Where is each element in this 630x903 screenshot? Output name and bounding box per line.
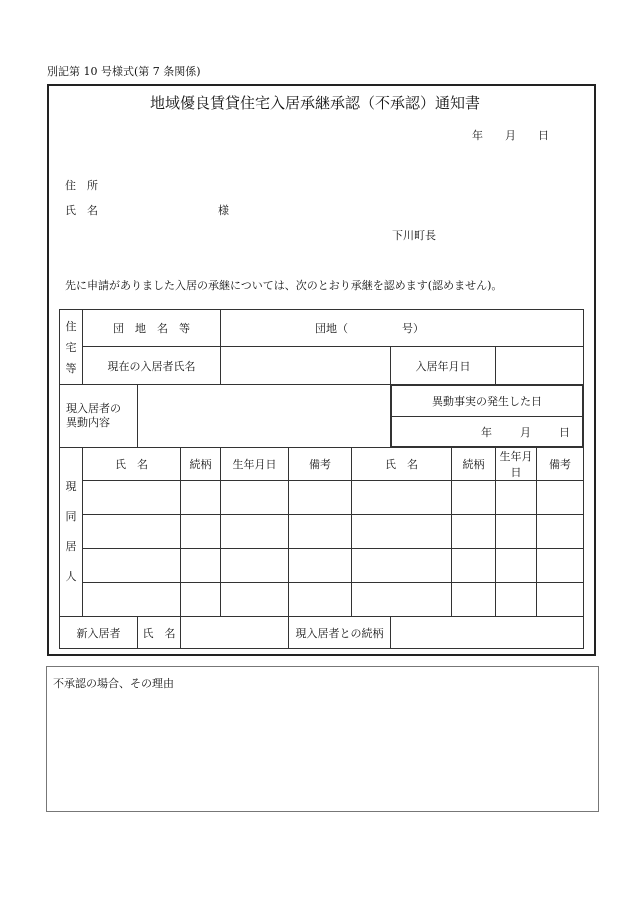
move-in-date-field[interactable] [496,347,584,385]
cohabitant-birthdate-field[interactable] [496,515,537,549]
document-title: 地域優良賃貸住宅入居承継承認（不承認）通知書 [149,94,480,112]
cohabitant-name-field[interactable] [352,481,452,515]
address-label: 住 所 [65,179,98,192]
cohabitant-notes-field[interactable] [537,515,584,549]
cohabitant-relation-field[interactable] [452,515,496,549]
current-resident-field[interactable] [221,347,391,385]
move-in-date-label: 入居年月日 [391,347,496,385]
cohabitant-notes-field[interactable] [537,549,584,583]
cohabitant-row [60,583,584,617]
header-note: 別記第 10 号様式(第 7 条関係) [47,65,201,78]
date-day-label: 日 [538,129,549,142]
col-notes-left: 備考 [289,448,352,481]
col-relation-right: 続柄 [452,448,496,481]
date-year-label: 年 [472,129,483,142]
cohabitant-relation-field[interactable] [181,549,221,583]
cohabitant-notes-field[interactable] [289,549,352,583]
complex-value-right: 号） [402,322,424,335]
issue-date [472,130,549,141]
change-date-cell [391,385,584,448]
cohabitant-birthdate-field[interactable] [221,549,289,583]
cohabitant-relation-field[interactable] [181,515,221,549]
cohabitant-birthdate-field[interactable] [221,583,289,617]
cohabitant-name-field[interactable] [352,515,452,549]
cohabitant-birthdate-field[interactable] [496,583,537,617]
complex-value-left: 団地（ [315,322,348,335]
relation-to-resident-field[interactable] [391,617,584,649]
cohabitants-side-label: 現 同 居 人 [60,448,83,617]
cohabitant-name-field[interactable] [83,515,181,549]
cohabitant-birthdate-field[interactable] [496,549,537,583]
cohabitant-relation-field[interactable] [181,583,221,617]
cohabitant-notes-field[interactable] [289,481,352,515]
relation-to-resident-label: 現入居者との続柄 [289,617,391,649]
cohabitant-notes-field[interactable] [289,515,352,549]
cohabitant-name-field[interactable] [83,549,181,583]
col-name-right: 氏 名 [352,448,452,481]
cohabitant-relation-field[interactable] [452,583,496,617]
cohabitant-name-field[interactable] [83,481,181,515]
col-relation-left: 続柄 [181,448,221,481]
cohabitant-row [60,515,584,549]
change-details-field[interactable] [138,385,391,448]
col-birthdate-left: 生年月日 [221,448,289,481]
cohabitant-birthdate-field[interactable] [221,481,289,515]
col-birthdate-right: 生年月日 [496,448,537,481]
col-name-left: 氏 名 [83,448,181,481]
change-label: 現入居者の 異動内容 [60,385,138,448]
new-resident-name-label: 氏 名 [138,617,181,649]
cohabitant-relation-field[interactable] [452,481,496,515]
cohabitant-name-field[interactable] [352,549,452,583]
complex-name-label: 団 地 名 等 [83,310,221,347]
occurred-date-label: 異動事実の発生した日 [392,386,583,417]
cohabitant-row [60,549,584,583]
occurred-date-field[interactable]: 年 月 日 [392,417,583,447]
complex-name-value[interactable] [221,310,584,347]
cohabitant-notes-field[interactable] [537,583,584,617]
current-resident-label: 現在の入居者氏名 [83,347,221,385]
cohabitant-relation-field[interactable] [181,481,221,515]
cohabitant-notes-field[interactable] [289,583,352,617]
name-label: 氏 名 [65,204,98,217]
cohabitant-row [60,481,584,515]
date-month-label: 月 [505,129,516,142]
cohabitant-birthdate-field[interactable] [496,481,537,515]
housing-side-label: 住 宅 等 [60,310,83,385]
notice-table [59,309,584,649]
cohabitant-relation-field[interactable] [452,549,496,583]
issuer-name: 下川町長 [392,229,436,242]
reason-label: 不承認の場合、その理由 [53,677,174,690]
statement-text: 先に申請がありました入居の承継については、次のとおり承継を認めます(認めません)。 [65,279,503,292]
cohabitant-notes-field[interactable] [537,481,584,515]
sama-label: 様 [218,204,229,217]
cohabitant-name-field[interactable] [83,583,181,617]
cohabitant-birthdate-field[interactable] [221,515,289,549]
col-notes-right: 備考 [537,448,584,481]
new-resident-name-field[interactable] [181,617,289,649]
new-resident-label: 新入居者 [60,617,138,649]
cohabitant-name-field[interactable] [352,583,452,617]
